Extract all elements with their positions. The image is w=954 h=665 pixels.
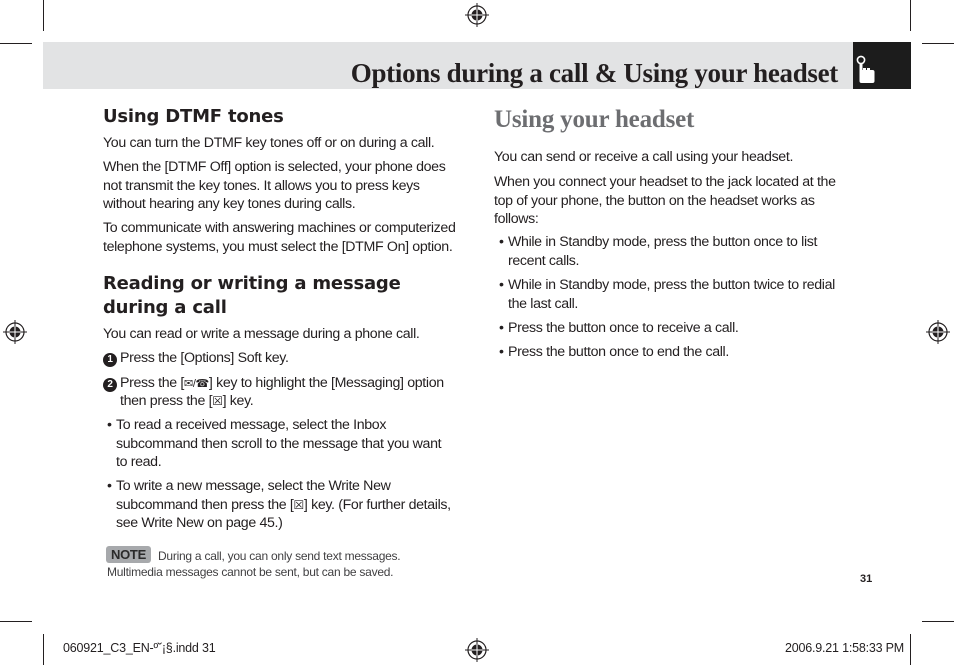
bullet-text: the last call. [508, 295, 579, 312]
bullet-text: To write a new message, select the Write New [116, 478, 391, 494]
bullet-dot: • [499, 344, 504, 360]
page-title: Options during a call & Using your headset [350, 58, 838, 88]
headset-paragraph-line: top of your phone, the button on the headset works as [494, 192, 815, 209]
dtmf-paragraph-line: telephone systems, you must select the [DTMF On] option. [103, 238, 453, 255]
bullet-text: to read. [116, 454, 162, 470]
note-text: Multimedia messages cannot be sent, but can be saved. [107, 565, 394, 579]
note-badge: NOTE [106, 546, 151, 563]
bullet-dot: • [107, 417, 112, 433]
bullet-text: recent calls. [508, 252, 580, 269]
bullet-text: To read a received message, select the Inbox [116, 417, 387, 433]
crop-mark [910, 0, 911, 31]
step-number: 2 [103, 378, 117, 392]
list-item [499, 319, 849, 338]
step-number: 1 [103, 353, 117, 367]
bullet-text-line [116, 496, 451, 515]
message-heading: Reading or writing a message [103, 273, 401, 294]
step-1 [103, 349, 463, 368]
message-call-key-icon: ✉/☎ [183, 377, 209, 390]
list-item [107, 416, 462, 472]
dtmf-paragraph-line: not transmit the key tones. It allows you to press keys [103, 177, 420, 194]
dtmf-paragraph-line: When the [DTMF Off] option is selected, your phone does [103, 159, 446, 175]
registration-mark-icon [465, 3, 489, 27]
step-text: ] key. [222, 393, 254, 409]
bullet-text: subcommand then press the [ [116, 496, 294, 513]
bullet-dot: • [107, 478, 112, 494]
step-text: Press the [Options] Soft key. [120, 350, 289, 366]
crop-mark [910, 634, 911, 665]
dtmf-paragraph-line: without hearing any key tones during calls. [103, 196, 356, 212]
dtmf-paragraph-line: To communicate with answering machines or computerized [103, 220, 456, 236]
step-2-continued [120, 392, 460, 411]
message-intro: You can read or write a message during a phone call. [103, 326, 420, 342]
bullet-text: subcommand then scroll to the message that you want [116, 435, 442, 452]
crop-mark [43, 634, 44, 665]
bullet-dot: • [499, 277, 504, 293]
step-text: ] key to highlight the [Messaging] option [208, 374, 444, 391]
bullet-dot: • [499, 320, 504, 336]
dtmf-heading: Using DTMF tones [103, 106, 284, 127]
note-text: During a call, you can only send text messages. [158, 549, 401, 563]
registration-mark-icon [465, 638, 489, 662]
step-text: then press the [ [120, 393, 213, 409]
headset-paragraph-line: When you connect your headset to the jack located at the [494, 174, 836, 190]
bullet-dot: • [499, 234, 504, 250]
ok-key-icon: ☒ [212, 394, 223, 408]
registration-mark-icon [926, 320, 950, 344]
ok-key-icon: ☒ [293, 497, 304, 512]
headset-paragraph-line: follows: [494, 211, 539, 227]
step-text: Press the [ [120, 374, 184, 391]
page-number: 31 [860, 573, 873, 585]
step-2 [103, 374, 463, 394]
crop-mark [43, 0, 44, 31]
bullet-text: While in Standby mode, press the button once to list [508, 234, 818, 250]
slug-filename: 060921_C3_EN-º˘¡§.indd 31 [63, 641, 216, 655]
headset-heading: Using your headset [494, 106, 695, 133]
headset-intro: You can send or receive a call using your headset. [494, 149, 794, 165]
bullet-text: Press the button once to receive a call. [508, 320, 739, 336]
crop-mark [0, 621, 32, 622]
bullet-text: see Write New on page 45.) [116, 515, 283, 531]
list-item [499, 276, 849, 313]
crop-mark [922, 621, 954, 622]
dtmf-intro: You can turn the DTMF key tones off or on during a call. [103, 135, 435, 151]
crop-mark [922, 43, 954, 44]
bullet-text: ] key. (For further details, [303, 496, 451, 513]
slug-timestamp: 2006.9.21 1:58:33 PM [784, 641, 904, 655]
registration-mark-icon [3, 320, 27, 344]
message-heading: during a call [103, 297, 227, 318]
bullet-text: Press the button once to end the call. [508, 344, 729, 360]
list-item [499, 233, 849, 270]
bullet-text: While in Standby mode, press the button twice to redial [508, 277, 835, 293]
headset-hand-icon [855, 55, 877, 85]
list-item [107, 477, 462, 533]
crop-mark [0, 43, 32, 44]
list-item [499, 343, 849, 362]
